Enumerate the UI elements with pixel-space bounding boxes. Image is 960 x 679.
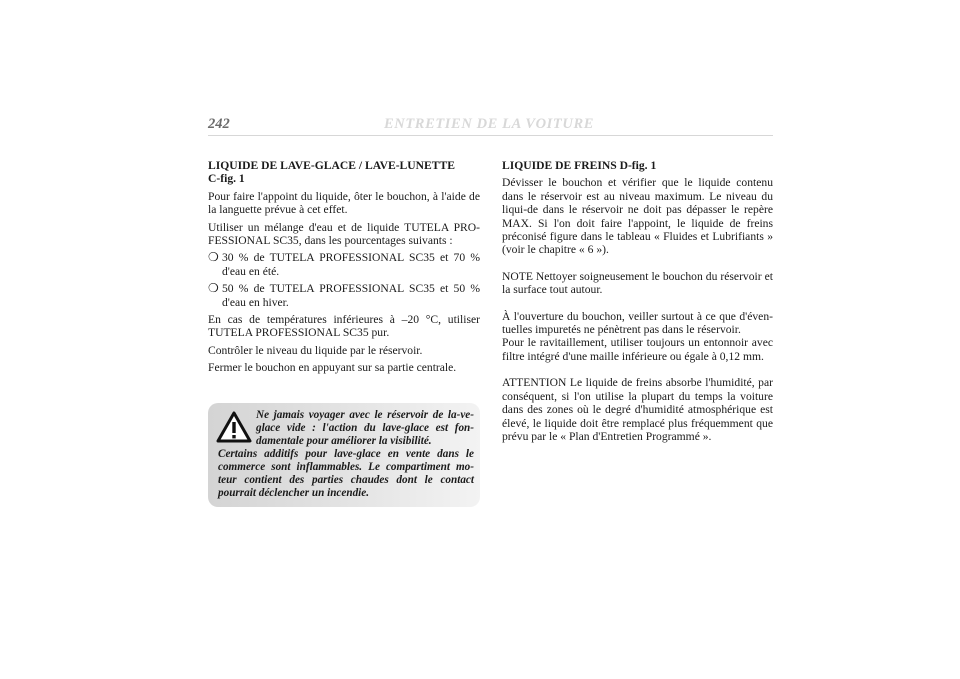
washer-fluid-heading-line2: C-fig. 1 xyxy=(208,172,245,186)
circle-bullet-icon: ❍ xyxy=(208,250,219,265)
brake-attention: ATTENTION Le liquide de freins absorbe l'humidité, par conséquent, si l'on utilise la plupart du temps la voiture dans des zones où le degré d'humidité atmosphérique est élevé, le liquide doit être remplacé plus fréquemment que prévu par le « Plan d'Entretien Programmé ». xyxy=(502,376,773,443)
page-header xyxy=(208,116,773,136)
header-divider xyxy=(208,135,773,136)
brake-fluid-heading: LIQUIDE DE FREINS D-fig. 1 xyxy=(502,159,657,172)
brake-paragraph-3: À l'ouverture du bouchon, veiller surtout à ce que d'éven-tuelles impuretés ne pénètrent pas dans le réservoir. xyxy=(502,309,773,337)
right-column xyxy=(502,159,773,447)
warning-lead: Ne jamais voyager avec le réservoir de la-ve-glace vide : l'action du lave-glace est fon-damentale pour améliorer la visibilité. xyxy=(256,409,474,447)
washer-fluid-heading xyxy=(208,159,480,186)
warning-text xyxy=(218,409,474,500)
page-number: 242 xyxy=(208,116,230,132)
left-column xyxy=(208,159,480,379)
brake-note: NOTE Nettoyer soigneusement le bouchon du réservoir et la surface tout autour. xyxy=(502,269,773,297)
list-item-text: 30 % de TUTELA PROFESSIONAL SC35 et 70 % d'eau en été. xyxy=(222,251,480,278)
washer-paragraph-4: Contrôler le niveau du liquide par le réservoir. xyxy=(208,343,423,357)
chapter-title: ENTRETIEN DE LA VOITURE xyxy=(384,116,594,132)
list-item xyxy=(208,251,480,278)
list-item-text: 50 % de TUTELA PROFESSIONAL SC35 et 50 % d'eau en hiver. xyxy=(222,282,480,309)
washer-paragraph-3: En cas de températures inférieures à –20 °C, utiliser TUTELA PROFESSIONAL SC35 pur. xyxy=(208,313,480,340)
warning-box xyxy=(208,403,480,507)
washer-paragraph-2: Utiliser un mélange d'eau et de liquide TUTELA PRO-FESSIONAL SC35, dans les pourcentages suivants : xyxy=(208,220,480,248)
circle-bullet-icon: ❍ xyxy=(208,281,219,296)
warning-body: Certains additifs pour lave-glace en vente dans le commerce sont inflammables. Le compartiment mo-teur contient des parties chaudes dont le contact pourrait déclencher un incendie. xyxy=(218,448,474,499)
brake-paragraph-1: Dévisser le bouchon et vérifier que le liquide contenu dans le réservoir est au niveau maximum. Le niveau du liqui-de dans le réservoir ne doit pas dépasser le repère MAX. Si l'on doit faire l'appoint, le liquide de freins préconisé figure dans le tableau « Fluides et Lubrifiants » (voir le chapitre « 6 »). xyxy=(502,176,773,257)
washer-fluid-heading-line1: LIQUIDE DE LAVE-GLACE / LAVE-LUNETTE xyxy=(208,159,455,172)
list-item xyxy=(208,282,480,309)
brake-paragraph-4: Pour le ravitaillement, utiliser toujours un entonnoir avec filtre intégré d'une maille inférieure ou égale à 0,12 mm. xyxy=(502,336,773,363)
washer-paragraph-5: Fermer le bouchon en appuyant sur sa partie centrale. xyxy=(208,361,457,375)
washer-paragraph-1: Pour faire l'appoint du liquide, ôter le bouchon, à l'aide de la languette prévue à cet effet. xyxy=(208,189,480,217)
